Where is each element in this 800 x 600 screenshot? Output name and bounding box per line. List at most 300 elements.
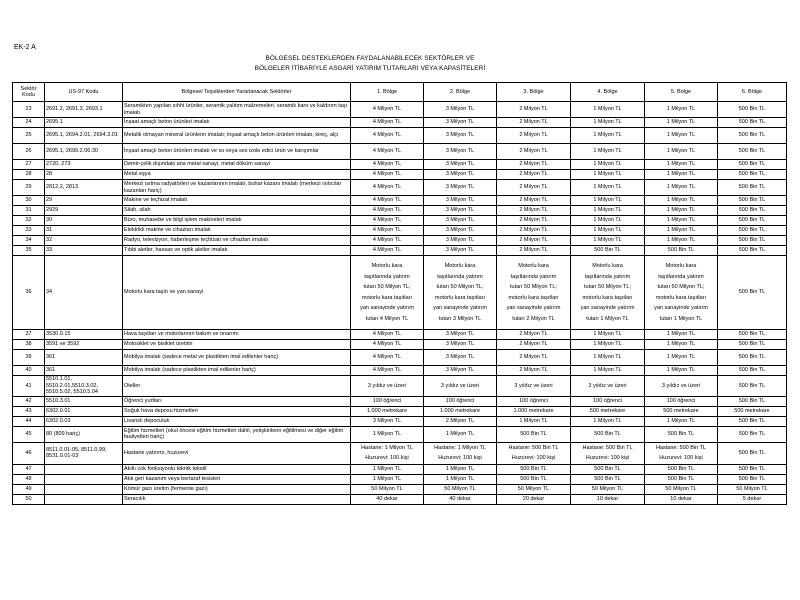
sector-code-cell: 27 (13, 160, 45, 170)
region-6-cell: 500 Bin TL (718, 366, 787, 376)
sector-name-cell: İnşaat amaçlı beton ürünleri imalatı (123, 118, 351, 128)
sector-code-cell: 25 (13, 128, 45, 144)
region-3-cell (497, 442, 571, 464)
region-6-cell: 500 Bin TL (718, 474, 787, 484)
region-2-cell: 3 Milyon TL (424, 246, 497, 256)
region-6-cell: 500 Bin TL (718, 180, 787, 196)
table-body (13, 102, 787, 505)
sector-name-cell: Öğrenci yurtları (123, 396, 351, 406)
region-4-cell: 500 Bin TL (571, 426, 645, 442)
region-value-line: motorlu kara taşıtları (655, 294, 707, 301)
region-6-cell: 500 Bin TL (718, 102, 787, 118)
us97-code-cell: 5510.3.01 (45, 396, 123, 406)
region-value-line: motorlu kara taşıtları (508, 294, 559, 301)
region-value-line: Motorlu kara (665, 263, 697, 269)
region-4-cell: 1 Milyon TL (571, 170, 645, 180)
region-3-cell: 2 Milyon TL (497, 118, 571, 128)
region-1-cell: 1 Milyon TL (351, 464, 424, 474)
table-row (13, 180, 787, 196)
sector-code-cell: 40 (13, 366, 45, 376)
region-4-cell: 1 Milyon TL (571, 128, 645, 144)
header-region-4: 4. Bölge (571, 83, 645, 102)
region-value-line: taşıtlarında yatırım (364, 273, 410, 280)
region-5-cell: 1 Milyon TL (645, 236, 718, 246)
region-6-cell: 500 Bin TL (718, 144, 787, 160)
region-value-line: taşıtlarında yatırım (510, 273, 557, 280)
region-5-cell: 1 Milyon TL (645, 366, 718, 376)
sector-code-cell: 26 (13, 144, 45, 160)
region-2-cell: 3 Milyon TL (424, 350, 497, 366)
region-1-cell: 4 Milyon TL (351, 196, 424, 206)
region-4-cell: 1 Milyon TL (571, 340, 645, 350)
region-value-line: tutarı 3 Milyon TL (438, 315, 482, 322)
region-3-cell: 3 yıldız ve üzeri (497, 376, 571, 397)
us97-code-cell: 80 (809 hariç) (45, 426, 123, 442)
header-region-5: 5. Bölge (645, 83, 718, 102)
region-4-cell: 100 öğrenci (571, 396, 645, 406)
region-1-cell: 4 Milyon TL (351, 144, 424, 160)
region-6-cell: 50 Milyon TL (718, 484, 787, 494)
sector-code-cell: 29 (13, 180, 45, 196)
region-2-cell: 3 Milyon TL (424, 236, 497, 246)
table-row (13, 196, 787, 206)
document-title (120, 54, 620, 74)
sector-name-cell: Merkezi ısıtma radyatörleri ve kazanlarının imalatı, buhar kazanı imalatı (merkezi ısıtıcılar kazanları hariç) (123, 180, 351, 196)
sector-code-cell: 45 (13, 426, 45, 442)
region-6-cell: 500 Bin TL (718, 340, 787, 350)
region-4-cell: 1 Milyon TL (571, 206, 645, 216)
region-2-cell (424, 442, 497, 464)
region-value-line: tutarı 50 Milyon TL; (363, 284, 411, 290)
region-3-cell: 2 Milyon TL (497, 170, 571, 180)
region-2-cell: 3 Milyon TL (424, 340, 497, 350)
table-row (13, 350, 787, 366)
sector-name-cell: Hava taşıtları ve motorlarının bakım ve onarımı (123, 330, 351, 340)
table-row (13, 128, 787, 144)
region-value-line: taşıtlarında yatırım (584, 273, 631, 280)
sector-name-cell: Atık geri kazanım veya bertaraf tesisleri (123, 474, 351, 484)
region-2-cell: 3 Milyon TL (424, 128, 497, 144)
sector-code-cell: 24 (13, 118, 45, 128)
sector-code-cell: 28 (13, 170, 45, 180)
region-1-cell: 4 Milyon TL (351, 160, 424, 170)
sector-table (12, 82, 787, 505)
region-4-cell: 1 Milyon TL (571, 160, 645, 170)
table-row (13, 376, 787, 397)
us97-code-cell: 3591 ve 3592 (45, 340, 123, 350)
region-value-line: Huzurevi: 100 kişi (438, 455, 482, 461)
region-5-cell: 1 Milyon TL (645, 330, 718, 340)
us97-code-cell (45, 484, 123, 494)
sector-name-cell: Akıllı cok fonksiyonlu teknik tekstil (123, 464, 351, 474)
sector-name-cell: Silah, silah (123, 206, 351, 216)
region-2-cell: 3 Milyon TL (424, 216, 497, 226)
region-value-line: Hastane: 1 Milyon TL (361, 444, 413, 451)
us97-code-cell: 361 (45, 366, 123, 376)
sector-code-cell: 32 (13, 216, 45, 226)
header-us97-code: US-97 Kodu (45, 83, 123, 102)
sector-name-cell: Büro, muhasebe ve bilgi işlem makineleri imalatı (123, 216, 351, 226)
region-value-line: Motorlu kara (444, 263, 476, 269)
sector-name-cell: Metal eşya (123, 170, 351, 180)
us97-code-cell: 28 (45, 170, 123, 180)
sector-code-cell: 48 (13, 474, 45, 484)
sector-code-cell: 46 (13, 442, 45, 464)
region-5-cell: 1 Milyon TL (645, 206, 718, 216)
sector-code-cell: 43 (13, 406, 45, 416)
region-3-cell: 100 öğrenci (497, 396, 571, 406)
sector-name-cell: Seramikten yapılan sıhhi ürünler, seramik yalıtım malzemeleri, seramik karo ve kaldırım taşı imalatı (123, 102, 351, 118)
region-2-cell: 100 öğrenci (424, 396, 497, 406)
us97-code-cell: 5510.1.01, 5510.2.01,5510.3.02, 5510.5.02, 5510.5.04 (45, 376, 123, 397)
region-6-cell: 500 Bin TL (718, 442, 787, 464)
region-5-cell: 10 dekar (645, 494, 718, 504)
region-3-cell: 500 Bin TL (497, 474, 571, 484)
region-2-cell: 3 Milyon TL (424, 196, 497, 206)
table-row (13, 226, 787, 236)
region-3-cell: 2 Milyon TL (497, 216, 571, 226)
region-4-cell: 3 yıldız ve üzeri (571, 376, 645, 397)
us97-code-cell: 3530.0.15 (45, 330, 123, 340)
region-value-line: Huzurevi: 100 kişi (365, 455, 409, 461)
region-6-cell: 500 Bin TL (718, 416, 787, 426)
region-1-cell: 4 Milyon TL (351, 180, 424, 196)
table-row (13, 256, 787, 330)
sector-name-cell: Mobilya imalatı (sadece metal ve plastikten imal edilenler hariç) (123, 350, 351, 366)
region-4-cell: 1 Milyon TL (571, 196, 645, 206)
region-5-cell: 1 Milyon TL (645, 350, 718, 366)
region-1-cell (351, 442, 424, 464)
region-5-cell: 1 Milyon TL (645, 102, 718, 118)
table-row (13, 406, 787, 416)
region-value-line: yan sanayinde yatırım (654, 305, 708, 311)
region-value-line: tutarı 50 Milyon TL; (584, 284, 631, 290)
region-5-cell: 500 Bin TL (645, 246, 718, 256)
region-4-cell: 1 Milyon TL (571, 216, 645, 226)
sector-code-cell: 36 (13, 256, 45, 330)
region-5-cell: 1 Milyon TL (645, 128, 718, 144)
region-3-cell: 2 Milyon TL (497, 350, 571, 366)
sector-name-cell: Kömür gazı üretim (fermente gazı) (123, 484, 351, 494)
region-6-cell: 500 Bin TL (718, 216, 787, 226)
region-5-cell: 1 Milyon TL (645, 170, 718, 180)
region-value-line: tutarı 50 Milyon TL; (657, 284, 705, 290)
table-row (13, 442, 787, 464)
region-5-cell (645, 442, 718, 464)
region-1-cell: 50 Milyon TL (351, 484, 424, 494)
region-2-cell: 50 Milyon TL (424, 484, 497, 494)
table-row (13, 416, 787, 426)
region-2-cell: 3 Milyon TL (424, 330, 497, 340)
region-6-cell: 500 Bin TL (718, 236, 787, 246)
region-6-cell: 500 Bin TL (718, 128, 787, 144)
region-5-cell: 1 Milyon TL (645, 144, 718, 160)
region-1-cell: 4 Milyon TL (351, 350, 424, 366)
region-value-line: Huzurevi: 100 kişi (659, 455, 703, 461)
table-row (13, 366, 787, 376)
table-row (13, 464, 787, 474)
region-2-cell: 3 Milyon TL (424, 180, 497, 196)
region-5-cell (645, 256, 718, 330)
us97-code-cell: 2691.2, 2691.3, 2693.1 (45, 102, 123, 118)
table-row (13, 494, 787, 504)
region-2-cell: 3 Milyon TL (424, 366, 497, 376)
region-3-cell: 1.000 metrekare (497, 406, 571, 416)
region-4-cell: 1 Milyon TL (571, 144, 645, 160)
region-value-line: Hastane: 500 Bin TL (508, 444, 559, 451)
region-6-cell: 500 Bin TL (718, 226, 787, 236)
table-row (13, 474, 787, 484)
region-4-cell: 1 Milyon TL (571, 366, 645, 376)
region-1-cell: 1 Milyon TL (351, 426, 424, 442)
region-2-cell: 1 Milyon TL (424, 474, 497, 484)
table-row (13, 206, 787, 216)
region-6-cell: 500 Bin TL (718, 170, 787, 180)
sector-name-cell: Motorlu kara taşıtı ve yan sanayi (123, 256, 351, 330)
region-2-cell: 1 Milyon TL (424, 464, 497, 474)
region-5-cell: 500 metrekare (645, 406, 718, 416)
region-value-line: yan sanayinde yatırım (506, 305, 561, 311)
region-4-cell: 1 Milyon TL (571, 102, 645, 118)
region-5-cell: 1 Milyon TL (645, 196, 718, 206)
region-3-cell: 2 Milyon TL (497, 128, 571, 144)
region-5-cell: 500 Bin TL (645, 474, 718, 484)
region-3-cell: 500 Bin TL (497, 426, 571, 442)
us97-code-cell: 2720, 273 (45, 160, 123, 170)
region-3-cell: 20 dekar (497, 494, 571, 504)
region-3-cell: 2 Milyon TL (497, 206, 571, 216)
region-value-line: motorlu kara taşıtları (582, 294, 633, 301)
sector-name-cell: Makine ve teçhizat imalatı (123, 196, 351, 206)
table-row (13, 144, 787, 160)
sector-code-cell: 49 (13, 484, 45, 494)
region-4-cell: 1 Milyon TL (571, 236, 645, 246)
sector-code-cell: 31 (13, 206, 45, 216)
table-row (13, 340, 787, 350)
region-2-cell: 3 Milyon TL (424, 144, 497, 160)
region-2-cell: 1.000 metrekare (424, 406, 497, 416)
sector-name-cell: Radyo, televizyon, haberleşme teçhizatı ve cihazları imalatı (123, 236, 351, 246)
region-6-cell: 500 Bin TL (718, 256, 787, 330)
us97-code-cell: 33 (45, 246, 123, 256)
sector-name-cell: Hastane yatırımı, huzurevi (123, 442, 351, 464)
us97-code-cell: 34 (45, 256, 123, 330)
region-value-line: tutarı 4 Milyon TL (365, 315, 409, 322)
region-value-line: yan sanayinde yatırım (360, 305, 414, 311)
region-6-cell: 500 Bin TL (718, 376, 787, 397)
region-5-cell: 1 Milyon TL (645, 118, 718, 128)
us97-code-cell: 6302.0.01 (45, 406, 123, 416)
region-3-cell: 500 Bin TL (497, 464, 571, 474)
table-row (13, 246, 787, 256)
us97-code-cell: 2695.1, 2694.2.01, 2694.3.01 (45, 128, 123, 144)
region-6-cell: 500 metrekare (718, 406, 787, 416)
region-4-cell: 500 Bin TL (571, 464, 645, 474)
table-row (13, 396, 787, 406)
sector-code-cell: 35 (13, 246, 45, 256)
us97-code-cell: 32 (45, 236, 123, 246)
sector-name-cell: Tıbbi aletler, hassas ve optik aletler imalatı (123, 246, 351, 256)
header-sectors: Bölgesel Teşviklerden Yararlanacak Sektörler (123, 83, 351, 102)
region-value-line: tutarı 50 Milyon TL; (510, 284, 557, 290)
table-row (13, 118, 787, 128)
region-4-cell: 1 Milyon TL (571, 180, 645, 196)
region-2-cell: 3 Milyon TL (424, 102, 497, 118)
region-value-line: Huzurevi: 100 kişi (585, 455, 630, 461)
region-5-cell: 500 Bin TL (645, 464, 718, 474)
sector-name-cell: Demir-çelik dışındaki ana metal sanayi, metal döküm sanayi (123, 160, 351, 170)
sector-name-cell: Elektrikli makine ve cihazları imalatı (123, 226, 351, 236)
region-value-line: motorlu kara taşıtları (434, 294, 486, 301)
region-6-cell: 5 dekar (718, 494, 787, 504)
table-row (13, 426, 787, 442)
region-1-cell: 4 Milyon TL (351, 330, 424, 340)
sector-code-cell: 39 (13, 350, 45, 366)
region-5-cell: 1 Milyon TL (645, 216, 718, 226)
region-4-cell: 50 Milyon TL (571, 484, 645, 494)
region-value-line: Motorlu kara (518, 263, 549, 269)
region-3-cell: 2 Milyon TL (497, 102, 571, 118)
region-4-cell: 1 Milyon TL (571, 118, 645, 128)
region-2-cell: 3 Milyon TL (424, 170, 497, 180)
region-4-cell: 500 Bin TL (571, 246, 645, 256)
region-value-line: tutarı 50 Milyon TL; (436, 284, 484, 290)
sector-code-cell: 38 (13, 340, 45, 350)
sector-code-cell: 42 (13, 396, 45, 406)
region-1-cell: 1.000 metrekare (351, 406, 424, 416)
region-6-cell: 500 Bin TL (718, 246, 787, 256)
table-row (13, 170, 787, 180)
region-1-cell: 3 Milyon TL (351, 416, 424, 426)
region-5-cell: 1 Milyon TL (645, 180, 718, 196)
region-3-cell: 50 Milyon TL (497, 484, 571, 494)
region-6-cell: 500 Bin TL (718, 160, 787, 170)
region-3-cell: 1 Milyon TL (497, 416, 571, 426)
us97-code-cell: 2695.1 (45, 118, 123, 128)
table-row (13, 236, 787, 246)
region-3-cell: 2 Milyon TL (497, 330, 571, 340)
region-1-cell: 4 Milyon TL (351, 170, 424, 180)
region-3-cell: 2 Milyon TL (497, 236, 571, 246)
region-1-cell (351, 256, 424, 330)
region-5-cell: 50 Milyon TL (645, 484, 718, 494)
region-value-line: motorlu kara taşıtları (361, 294, 413, 301)
sector-code-cell: 44 (13, 416, 45, 426)
region-3-cell: 2 Milyon TL (497, 196, 571, 206)
region-2-cell: 3 Milyon TL (424, 118, 497, 128)
region-value-line: Hastane: 1 Milyon TL (434, 444, 486, 451)
region-3-cell (497, 256, 571, 330)
region-3-cell: 2 Milyon TL (497, 180, 571, 196)
region-2-cell: 3 Milyon TL (424, 226, 497, 236)
region-value-line: yan sanayinde yatırım (580, 305, 635, 311)
us97-code-cell: 8511.0.01-05, 8511.0.99, 8531.0.01-03 (45, 442, 123, 464)
region-1-cell: 4 Milyon TL (351, 340, 424, 350)
sector-code-cell: 37 (13, 330, 45, 340)
region-2-cell: 40 dekar (424, 494, 497, 504)
region-1-cell: 40 dekar (351, 494, 424, 504)
title-line-2: BÖLGELER İTİBARİYLE ASGARİ YATIRIM TUTARLARI VEYA KAPASİTELERİ (254, 65, 486, 72)
us97-code-cell: 2812.2, 2813 (45, 180, 123, 196)
title-line-1: BÖLGESEL DESTEKLERDEN FAYDALANABİLECEK SEKTÖRLER VE (265, 55, 475, 62)
region-value-line: tutarı 1 Milyon TL (586, 315, 629, 322)
us97-code-cell (45, 494, 123, 504)
region-5-cell: 1 Milyon TL (645, 226, 718, 236)
us97-code-cell: 29 (45, 196, 123, 206)
region-3-cell: 2 Milyon TL (497, 246, 571, 256)
region-6-cell: 500 Bin TL (718, 196, 787, 206)
region-1-cell: 4 Milyon TL (351, 102, 424, 118)
region-4-cell (571, 442, 645, 464)
region-2-cell (424, 256, 497, 330)
region-1-cell: 1 Milyon TL (351, 474, 424, 484)
sector-code-cell: 23 (13, 102, 45, 118)
header-region-6: 6. Bölge (718, 83, 787, 102)
us97-code-cell (45, 464, 123, 474)
table-row (13, 160, 787, 170)
region-5-cell: 1 Milyon TL (645, 416, 718, 426)
sector-name-cell: Metalik olmayan mineral ürünlerin imalatı; inşaat amaçlı beton ürünleri imalatı, kireç, alçı (123, 128, 351, 144)
us97-code-cell (45, 474, 123, 484)
region-2-cell: 3 Milyon TL (424, 206, 497, 216)
us97-code-cell: 31 (45, 226, 123, 236)
us97-code-cell: 30 (45, 216, 123, 226)
us97-code-cell: 361 (45, 350, 123, 366)
sector-name-cell: Eğitim hizmetleri (okul öncesi eğitim hizmetleri dahil, yetişkinlerin eğitilmesi ve diğer eğitim faaliyetleri hariç) (123, 426, 351, 442)
header-region-1: 1. Bölge (351, 83, 424, 102)
region-4-cell: 10 dekar (571, 494, 645, 504)
region-value-line: taşıtlarında yatırım (658, 273, 704, 280)
table-header-row (13, 83, 787, 102)
sector-name-cell: Seracılık (123, 494, 351, 504)
sector-name-cell: Motosiklet ve bisiklet üretimi (123, 340, 351, 350)
region-value-line: Hastane: 500 Bin TL (655, 444, 707, 451)
region-3-cell: 2 Milyon TL (497, 340, 571, 350)
region-1-cell: 3 yıldız ve üzeri (351, 376, 424, 397)
region-1-cell: 4 Milyon TL (351, 366, 424, 376)
region-6-cell: 500 Bin TL (718, 426, 787, 442)
region-2-cell: 1 Milyon TL (424, 426, 497, 442)
us97-code-cell: 2695.1, 2699.2.06.30 (45, 144, 123, 160)
sector-name-cell: Oteller (123, 376, 351, 397)
region-1-cell: 4 Milyon TL (351, 236, 424, 246)
table-row (13, 330, 787, 340)
region-1-cell: 4 Milyon TL (351, 216, 424, 226)
region-4-cell: 1 Milyon TL (571, 330, 645, 340)
region-5-cell: 1 Milyon TL (645, 340, 718, 350)
table-row (13, 102, 787, 118)
region-value-line: tutarı 1 Milyon TL (659, 315, 703, 322)
region-1-cell: 4 Milyon TL (351, 118, 424, 128)
region-value-line: Motorlu kara (592, 263, 623, 269)
region-6-cell: 500 Bin TL (718, 464, 787, 474)
region-1-cell: 4 Milyon TL (351, 206, 424, 216)
region-value-line: Hastane: 500 Bin TL (582, 444, 633, 451)
region-4-cell: 500 metrekare (571, 406, 645, 416)
region-value-line: taşıtlarında yatırım (437, 273, 483, 280)
sector-name-cell: Mobilya imalatı (sadece plastikten imal edilenler hariç) (123, 366, 351, 376)
table-row (13, 484, 787, 494)
region-5-cell: 3 yıldız ve üzeri (645, 376, 718, 397)
region-5-cell: 500 Bin TL (645, 426, 718, 442)
region-5-cell: 100 öğrenci (645, 396, 718, 406)
sector-name-cell: Soğuk hava deposu hizmetleri (123, 406, 351, 416)
us97-code-cell: 6302.0.03 (45, 416, 123, 426)
region-1-cell: 4 Milyon TL (351, 246, 424, 256)
region-5-cell: 1 Milyon TL (645, 160, 718, 170)
region-3-cell: 2 Milyon TL (497, 226, 571, 236)
region-3-cell: 2 Milyon TL (497, 160, 571, 170)
